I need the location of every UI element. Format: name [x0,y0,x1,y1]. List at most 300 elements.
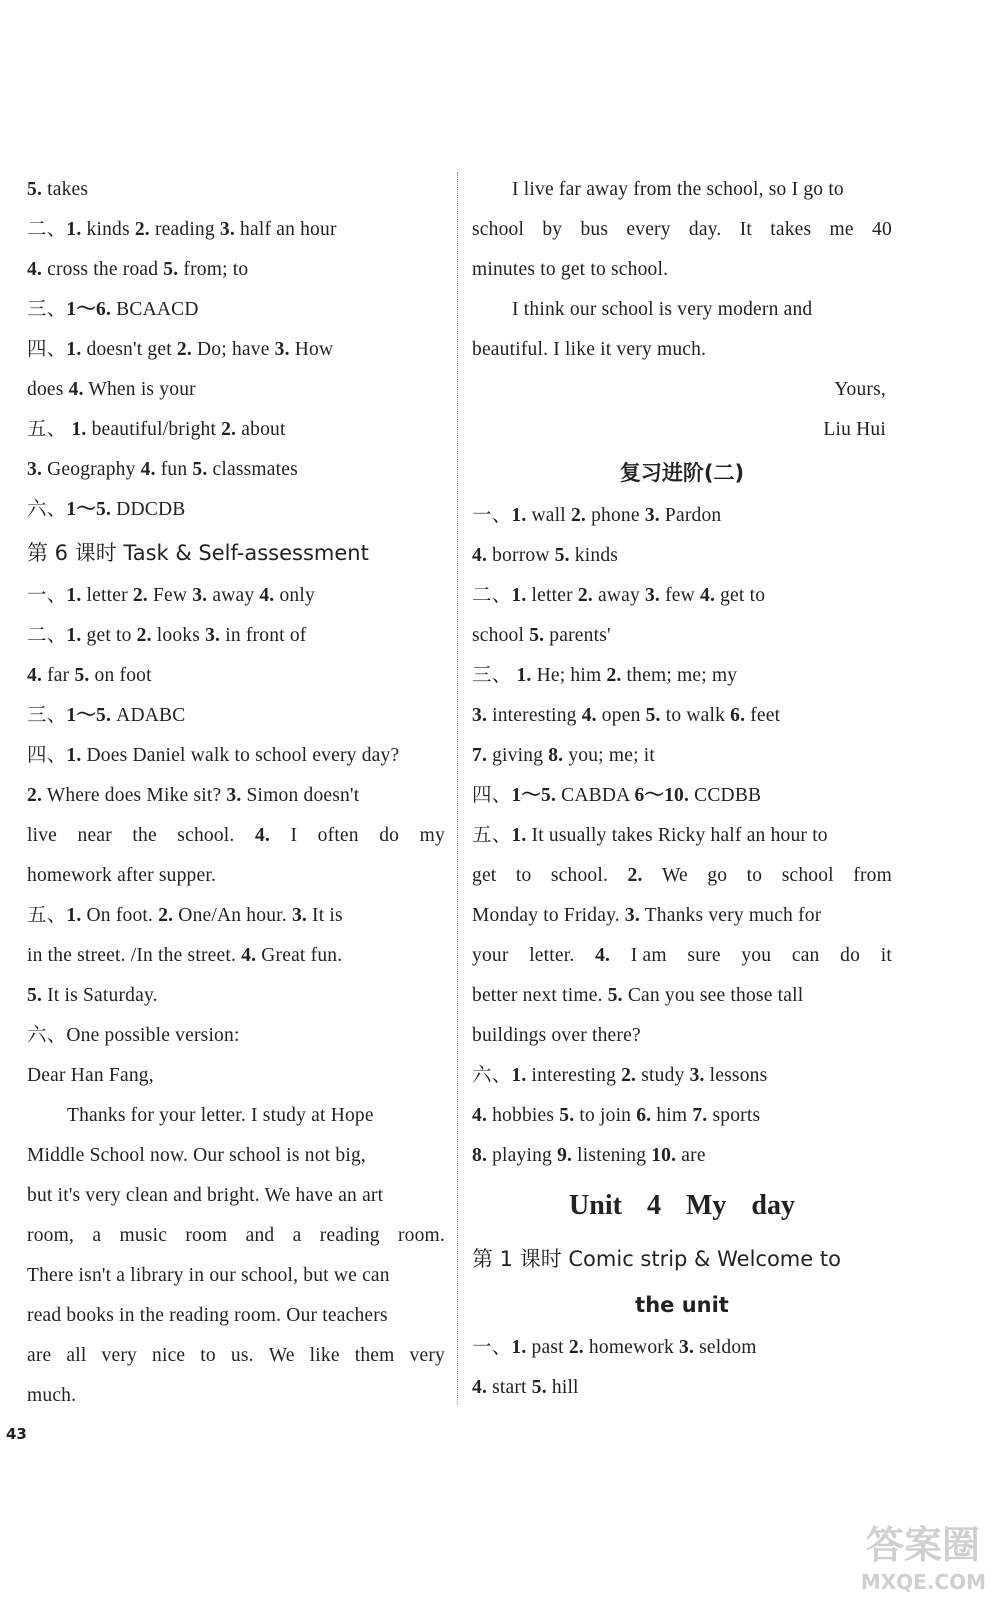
text-segment: looks [151,625,206,646]
text-segment: school [472,625,530,646]
item-number: 2. [568,1337,584,1358]
item-number: 1. [66,339,82,360]
item-number: 3. [644,505,660,526]
right-text-line [472,1096,892,1136]
text-segment: kinds [81,219,135,240]
text-segment: hobbies [487,1105,560,1126]
item-number: 5. [554,545,570,566]
text-segment: on foot [89,665,152,686]
item-number: 3. [192,585,208,606]
text-segment: from; to [178,259,249,280]
text-segment: BCAACD [111,299,199,320]
text-segment: One/An hour. [173,905,292,926]
left-text-line [27,490,445,530]
item-number: 3. [679,1337,695,1358]
item-number: 6. [730,705,746,726]
item-number: 1. [511,1065,527,1086]
text-segment: reading [319,1225,380,1246]
item-number: 2. [134,219,150,240]
text-segment: fun [155,459,193,480]
text-segment: minutes to get to school. [472,259,669,280]
right-text-line [472,776,892,816]
watermark-domain: MXQE.COM [860,1570,986,1594]
text-segment: cross the road [42,259,164,280]
right-text-line [472,896,892,936]
column-divider [457,172,458,1404]
item-number: 1. [511,825,527,846]
text-segment: 一、 [472,1337,512,1358]
item-number: 5. [607,985,623,1006]
right-section-heading [472,450,892,496]
text-segment: 三、 [472,665,517,686]
right-column [472,170,892,1408]
right-text-line [472,976,892,1016]
left-text-line [27,1176,445,1216]
text-segment: school. [177,825,235,846]
left-text-line [27,696,445,736]
text-segment: half an hour [234,219,337,240]
item-number: 3. [472,705,488,726]
text-segment: near [77,825,112,846]
text-segment: Pardon [659,505,722,526]
text-segment: Simon doesn't [241,785,360,806]
left-text-line [27,1056,445,1096]
text-segment: 第 1 课时 Comic strip & Welcome to [472,1247,841,1271]
text-segment: room. [397,1225,445,1246]
item-number: 4. [140,459,156,480]
text-segment: DDCDB [111,499,186,520]
item-number: 4. [700,585,716,606]
text-segment: a [92,1225,102,1246]
item-number: 1. [511,585,527,606]
text-segment: are [676,1145,706,1166]
item-number: 4. [254,825,270,846]
text-segment: Where does Mike sit? [42,785,227,806]
left-column [27,170,445,1416]
text-segment: are [27,1345,52,1366]
text-segment: On foot. [81,905,159,926]
text-segment: borrow [487,545,555,566]
text-segment: 一、 [472,505,512,526]
text-segment: my [419,825,445,846]
left-text-line [27,290,445,330]
left-text-line [27,896,445,936]
item-number: 1. [66,905,82,926]
item-number: 2. [136,625,152,646]
right-text-line [472,1016,892,1056]
text-segment: I [290,825,298,846]
item-number: 5. [74,665,90,686]
left-text-line [27,656,445,696]
text-segment: seldom [694,1337,757,1358]
item-number: 6. [636,1105,652,1126]
text-segment: 五、 [472,825,512,846]
text-segment: like [309,1345,340,1366]
text-segment: Middle School now. Our school is not big, [27,1145,366,1166]
item-number: 5. [529,625,545,646]
text-segment: you [741,945,772,966]
item-number: 1. [511,1337,527,1358]
item-number: 1～5. [66,499,112,520]
item-number: 3. [689,1065,705,1086]
left-text-line [27,856,445,896]
text-segment: away [207,585,260,606]
text-segment: Unit 4 My day [569,1190,795,1221]
text-segment: buildings over there? [472,1025,641,1046]
item-number: 4. [472,1105,488,1126]
text-segment: get to [715,585,766,606]
text-segment: 五、 [27,905,67,926]
left-text-line [27,330,445,370]
text-segment: read books in the reading room. Our teachers [27,1305,388,1326]
item-number: 1. [66,745,82,766]
left-text-line [27,736,445,776]
text-segment: 六、 [472,1065,512,1086]
item-number: 8. [472,1145,488,1166]
page-number: 43 [6,1425,27,1443]
item-number: 4. [241,945,257,966]
text-segment: to [746,865,763,886]
text-segment: bus [580,219,609,240]
item-number: 4. [27,665,43,686]
text-segment: few [660,585,700,606]
text-segment: Does Daniel walk to school every day? [81,745,400,766]
text-segment: 四、 [472,785,512,806]
text-segment: We [661,865,688,886]
text-segment: 三、 [27,299,67,320]
text-segment: Monday to Friday. [472,905,625,926]
item-number: 2. [577,585,593,606]
text-segment: It is Saturday. [42,985,158,1006]
item-number: 3. [27,459,43,480]
left-text-line [27,616,445,656]
right-text-line [472,936,892,976]
text-segment: Few [147,585,193,606]
text-segment: 四、 [27,745,67,766]
text-segment: school [472,219,525,240]
text-segment: away [592,585,645,606]
item-number: 5. [645,705,661,726]
text-segment: him [651,1105,693,1126]
item-number: 1. [66,585,82,606]
text-segment: 二、 [27,625,67,646]
text-segment: to walk [660,705,731,726]
text-segment: from [853,865,892,886]
item-number: 4. [472,1377,488,1398]
right-text-line [472,1056,892,1096]
left-text-line [27,1296,445,1336]
item-number: 1～6. [66,299,112,320]
text-segment: giving [487,745,549,766]
text-segment: feet [745,705,781,726]
text-segment: and [245,1225,275,1246]
item-number: 2. [158,905,174,926]
right-text-line [472,696,892,736]
item-number: 3. [624,905,640,926]
text-segment: Thanks for your letter. I study at Hope [67,1105,374,1126]
item-number: 2. [176,339,192,360]
text-segment: 第 6 课时 Task & Self-assessment [27,541,369,565]
text-segment: classmates [207,459,298,480]
text-segment: parents' [544,625,611,646]
item-number: 3. [205,625,221,646]
item-number: 4. [595,945,611,966]
item-number: 2. [27,785,43,806]
item-number: 1. [66,625,82,646]
text-segment: in the street. /In the street. [27,945,242,966]
text-segment: We [268,1345,295,1366]
left-text-line [27,450,445,490]
text-segment: you; me; it [563,745,656,766]
item-number: 2. [606,665,622,686]
text-segment: go [707,865,728,886]
right-text-line [472,410,892,450]
text-segment: When is your [83,379,196,400]
text-segment: to join [574,1105,637,1126]
item-number: 9. [557,1145,573,1166]
item-number: 2. [570,505,586,526]
right-text-line [472,856,892,896]
left-text-line [27,410,445,450]
text-segment: 三、 [27,705,67,726]
text-segment: school [781,865,834,886]
text-segment: nice [152,1345,186,1366]
text-segment: get [472,865,497,886]
text-segment: Geography [42,459,141,480]
left-section-heading [27,530,445,576]
text-segment: Thanks very much for [639,905,822,926]
text-segment: homework [583,1337,679,1358]
item-number: 1～5. [66,705,112,726]
item-number: 1. [71,419,87,440]
item-number: 7. [692,1105,708,1126]
item-number: 10. [651,1145,677,1166]
text-segment: us. [230,1345,254,1366]
item-number: 3. [274,339,290,360]
text-segment: very [409,1345,445,1366]
text-segment: 六、 [27,499,67,520]
text-segment: much. [27,1385,77,1406]
text-segment: playing [487,1145,558,1166]
text-segment: takes [42,179,89,200]
right-text-line [472,210,892,250]
text-segment: CCDBB [689,785,762,806]
text-segment: It usually takes Ricky half an hour to [526,825,828,846]
text-segment: does [27,379,69,400]
item-number: 5. [192,459,208,480]
item-number: 8. [548,745,564,766]
right-text-line [472,816,892,856]
item-number: 4. [259,585,275,606]
text-segment: get to [81,625,137,646]
text-segment: It is [306,905,343,926]
text-segment: 二、 [27,219,67,240]
item-number: 2. [621,1065,637,1086]
text-segment: 复习进阶(二) [619,461,745,485]
item-number: 4. [472,545,488,566]
text-segment: letter. [529,945,575,966]
text-segment: about [236,419,286,440]
left-text-line [27,576,445,616]
left-text-line [27,776,445,816]
text-segment: Liu Hui [823,419,886,440]
watermark-logo: 答案圈 [865,1525,980,1567]
text-segment: Yours, [834,379,886,400]
text-segment: all [66,1345,87,1366]
text-segment: phone [586,505,645,526]
text-segment: but it's very clean and bright. We have an art [27,1185,384,1206]
item-number: 5. [531,1377,547,1398]
text-segment: every [626,219,671,240]
text-segment: interesting [487,705,582,726]
left-text-line [27,1096,445,1136]
item-number: 3. [219,219,235,240]
text-segment: reading [149,219,220,240]
item-number: 3. [226,785,242,806]
item-number: 6～10. [634,785,690,806]
left-text-line [27,210,445,250]
text-segment: past [526,1337,569,1358]
item-number: 4. [581,705,597,726]
text-segment: in front of [220,625,307,646]
text-segment: hill [546,1377,579,1398]
text-segment: very [101,1345,137,1366]
text-segment: open [596,705,646,726]
right-text-line [472,656,892,696]
item-number: 5. [27,985,43,1006]
text-segment: them [354,1345,395,1366]
item-number: 3. [644,585,661,606]
text-segment: Great fun. [256,945,343,966]
right-text-line [472,736,892,776]
text-segment: CABDA [556,785,635,806]
item-number: 5. [27,179,43,200]
item-number: 5. [559,1105,575,1126]
text-segment: He; him [531,665,607,686]
item-number: 2. [221,419,237,440]
text-segment: me [829,219,854,240]
right-text-line [472,1328,892,1368]
item-number: 5. [163,259,179,280]
text-segment: do [840,945,861,966]
left-text-line [27,370,445,410]
left-text-line [27,250,445,290]
item-number: 7. [472,745,488,766]
text-segment: I live far away from the school, so I go to [512,179,844,200]
text-segment: It [739,219,753,240]
text-segment: study [636,1065,690,1086]
item-number: 2. [627,865,643,886]
text-segment: far [42,665,75,686]
text-segment: them; me; my [621,665,738,686]
item-number: 1. [511,505,527,526]
text-segment: 二、 [472,585,512,606]
left-text-line [27,1256,445,1296]
text-segment: I think our school is very modern and [512,299,813,320]
text-segment: sure [687,945,721,966]
text-segment: How [289,339,334,360]
right-text-line [472,370,892,410]
text-segment: room, [27,1225,75,1246]
text-segment: Do; have [191,339,275,360]
left-text-line [27,1376,445,1416]
right-text-line [472,290,892,330]
text-segment: letter [81,585,133,606]
right-text-line [472,250,892,290]
text-segment: letter [526,585,578,606]
right-text-line [472,616,892,656]
text-segment: live [27,825,58,846]
text-segment: I am [630,945,667,966]
text-segment: ADABC [111,705,186,726]
text-segment: the unit [635,1293,729,1317]
item-number: 1. [516,665,532,686]
text-segment: There isn't a library in our school, but we can [27,1265,390,1286]
text-segment: start [487,1377,532,1398]
text-segment: 40 [872,219,892,240]
text-segment: room [185,1225,228,1246]
text-segment: lessons [704,1065,768,1086]
text-segment: by [542,219,563,240]
text-segment: do [379,825,400,846]
item-number: 4. [68,379,84,400]
right-unit-title [472,1176,892,1236]
text-segment: only [274,585,315,606]
text-segment: day. [688,219,722,240]
left-text-line [27,170,445,210]
text-segment: often [317,825,359,846]
text-segment: kinds [569,545,619,566]
text-segment: 一、 [27,585,67,606]
text-segment: interesting [526,1065,622,1086]
left-text-line [27,1016,445,1056]
right-text-line [472,536,892,576]
text-segment: sports [707,1105,761,1126]
item-number: 2. [132,585,148,606]
right-section-heading [472,1282,892,1328]
right-text-line [472,1136,892,1176]
item-number: 1～5. [511,785,557,806]
text-segment: music [119,1225,168,1246]
text-segment: 四、 [27,339,67,360]
text-segment: doesn't get [81,339,177,360]
left-text-line [27,1336,445,1376]
text-segment: beautiful. I like it very much. [472,339,707,360]
text-segment: Can you see those tall [622,985,804,1006]
item-number: 3. [291,905,307,926]
text-segment: beautiful/bright [86,419,222,440]
text-segment: takes [770,219,812,240]
watermark [826,1514,986,1594]
left-text-line [27,1216,445,1256]
text-segment: to [200,1345,216,1366]
item-number: 4. [27,259,43,280]
text-segment: it [880,945,892,966]
text-segment: the [132,825,157,846]
left-text-line [27,976,445,1016]
text-segment: a [292,1225,302,1246]
left-text-line [27,816,445,856]
text-segment: listening [572,1145,652,1166]
text-segment: to [515,865,532,886]
text-segment: school. [550,865,609,886]
right-text-line [472,330,892,370]
text-segment: 六、One possible version: [27,1025,240,1046]
right-section-heading [472,1236,892,1282]
text-segment: homework after supper. [27,865,217,886]
item-number: 1. [66,219,82,240]
text-segment: better next time. [472,985,608,1006]
